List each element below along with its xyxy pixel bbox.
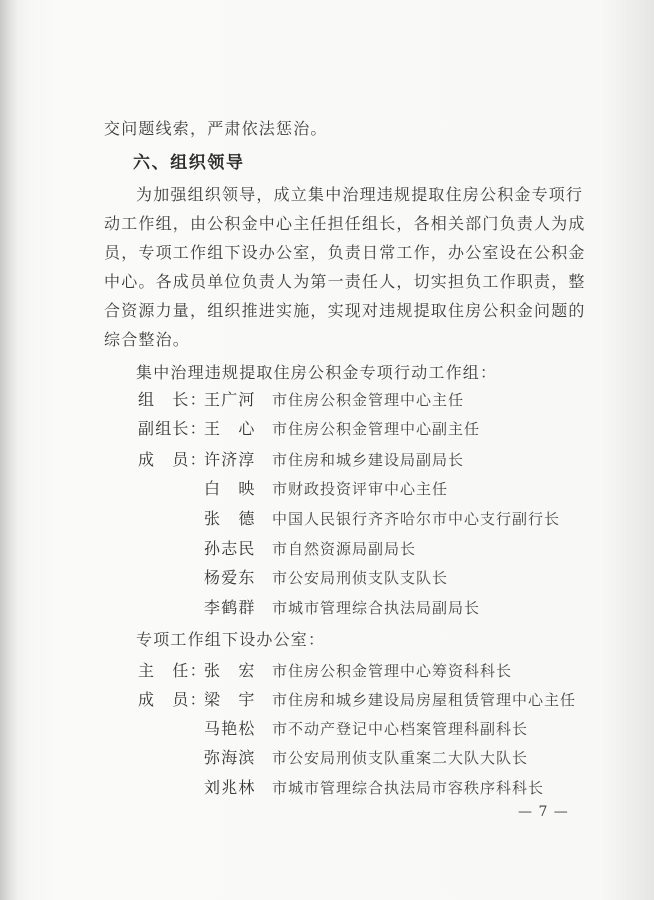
member-name: 张 宏 [204,661,256,680]
member-title: 市住房公积金管理中心副主任 [272,420,481,438]
member-title: 市住房和城乡建设局房屋租赁管理中心主任 [272,691,577,709]
member-name: 孙志民 [204,539,256,558]
member-name: 马艳松 [204,719,256,738]
page-number: — 7 — [518,804,569,820]
member-name: 白 映 [204,479,256,498]
member-name: 王广河 [204,390,256,409]
member-name: 杨爱东 [204,568,256,587]
member-title: 市自然资源局副局长 [272,540,417,558]
member-title: 市住房公积金管理中心筹资科科长 [272,662,513,680]
paragraph-line: 综合整治。 [104,330,191,349]
office-intro: 专项工作组下设办公室： [136,630,326,649]
role-label-director: 主 任： [138,661,207,680]
member-title: 中国人民银行齐齐哈尔市中心支行副行长 [272,510,561,528]
paragraph-line: 中心。各成员单位负责人为第一责任人，切实担负工作职责，整 [104,272,586,291]
member-title: 市城市管理综合执法局市容秩序科科长 [272,779,545,797]
group-intro: 集中治理违规提取住房公积金专项行动工作组： [136,363,498,382]
member-name: 许济淳 [204,450,256,469]
paragraph-line: 员，专项工作组下设办公室，负责日常工作，办公室设在公积金 [104,243,586,262]
paragraph-line: 为加强组织领导，成立集中治理违规提取住房公积金专项行 [136,185,584,204]
role-label-leader: 组 长： [138,390,207,409]
member-title: 市住房和城乡建设局副局长 [272,451,465,469]
member-title: 市公安局刑侦支队重案二大队大队长 [272,749,529,767]
role-label-office-members: 成 员： [138,690,207,709]
member-name: 弥海滨 [204,748,256,767]
paragraph-line: 交问题线索，严肃依法惩治。 [104,119,328,138]
member-title: 市城市管理综合执法局副局长 [272,599,481,617]
member-name: 李鹤群 [204,598,256,617]
member-title: 市不动产登记中心档案管理科副科长 [272,720,529,738]
role-label-members: 成 员： [138,450,207,469]
member-name: 王 心 [204,419,256,438]
member-name: 张 德 [204,509,256,528]
paragraph-line: 合资源力量，组织推进实施，实现对违规提取住房公积金问题的 [104,301,586,320]
member-title: 市公安局刑侦支队支队长 [272,569,449,587]
binding-edge [0,0,18,900]
role-label-deputy: 副组长： [138,419,207,438]
member-title: 市住房公积金管理中心主任 [272,391,465,409]
section-heading: 六、组织领导 [133,153,245,173]
member-name: 梁 宇 [204,690,256,709]
paragraph-line: 动工作组，由公积金中心主任担任组长，各相关部门负责人为成 [104,214,586,233]
member-title: 市财政投资评审中心主任 [272,480,449,498]
member-name: 刘兆林 [204,778,256,797]
